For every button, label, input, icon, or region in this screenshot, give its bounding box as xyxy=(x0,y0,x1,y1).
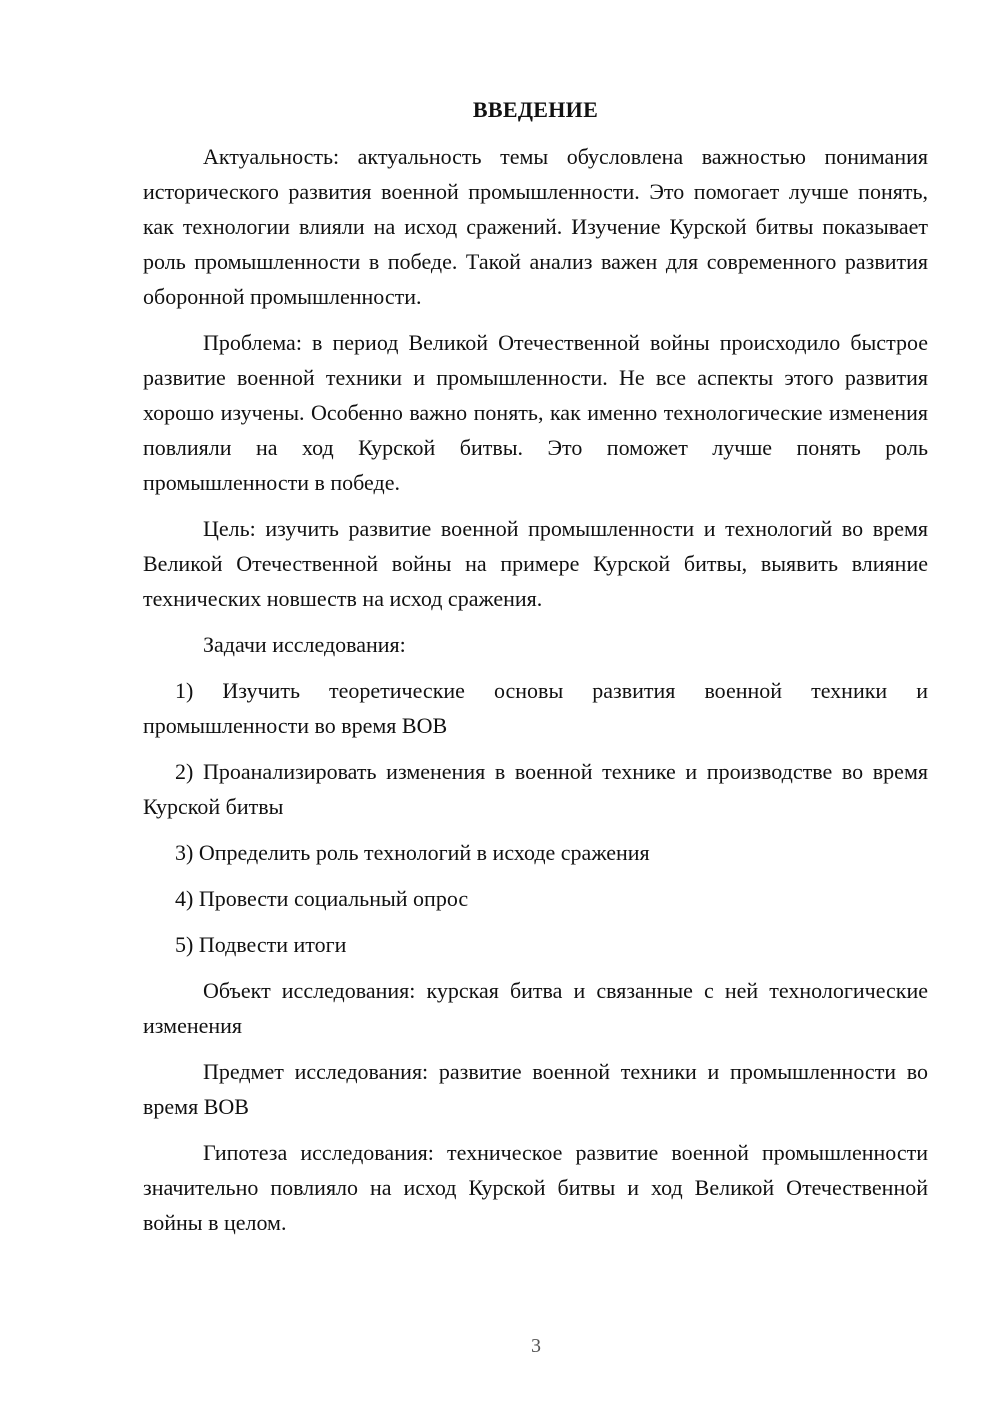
subject-paragraph: Предмет исследования: развитие военной техники и промышленности во время ВОВ xyxy=(143,1059,928,1119)
list-item: 4) Провести социальный опрос xyxy=(175,886,469,911)
tasks-heading: Задачи исследования: xyxy=(203,632,406,657)
document-page xyxy=(143,95,928,1251)
object-paragraph: Объект исследования: курская битва и связанные с ней технологические изменения xyxy=(143,978,928,1038)
section-title: ВВЕДЕНИЕ xyxy=(472,97,599,122)
tasks-list xyxy=(143,673,928,962)
page-number: 3 xyxy=(531,1335,541,1357)
list-item: 1) Изучить теоретические основы развития военной техники и промышленности во время ВОВ xyxy=(143,678,928,738)
goal-paragraph: Цель: изучить развитие военной промышленности и технологий во время Великой Отечественной войны на примере Курской битвы, выявить влияние технических новшеств на исход сражения. xyxy=(143,516,928,611)
list-item: 3) Определить роль технологий в исходе сражения xyxy=(175,840,650,865)
hypothesis-paragraph: Гипотеза исследования: техническое развитие военной промышленности значительно повлияло на исход Курской битвы и ход Великой Отечественной войны в целом. xyxy=(143,1140,928,1235)
relevance-paragraph: Актуальность: актуальность темы обусловлена важностью понимания исторического развития военной промышленности. Это помогает лучше понять, как технологии влияли на исход сражений. Изучение Курской битвы показывает роль промышленности в победе. Такой анализ важен для современного развития оборонной промышленности. xyxy=(143,144,928,309)
problem-paragraph: Проблема: в период Великой Отечественной войны происходило быстрое развитие военной техники и промышленности. Не все аспекты этого развития хорошо изучены. Особенно важно понять, как именно технологические изменения повлияли на ход Курской битвы. Это поможет лучше понять роль промышленности в победе. xyxy=(143,330,928,495)
list-item: 5) Подвести итоги xyxy=(175,932,347,957)
list-item: 2) Проанализировать изменения в военной технике и производстве во время Курской битвы xyxy=(143,759,928,819)
